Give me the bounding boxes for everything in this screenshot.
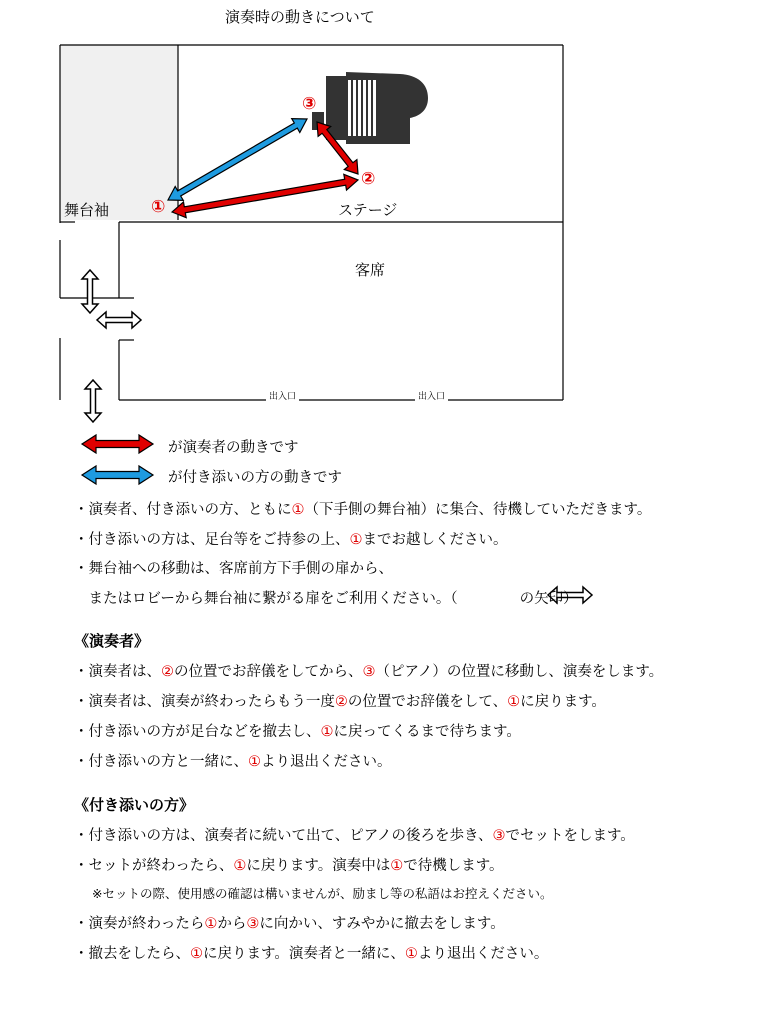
marker-ref: ① bbox=[291, 502, 305, 518]
marker-ref: ③ bbox=[492, 828, 506, 844]
performer-line-4 bbox=[74, 750, 392, 771]
marker-ref: ② bbox=[334, 694, 348, 710]
text: ・演奏が終わったら bbox=[74, 916, 205, 932]
assistant-line-4 bbox=[74, 942, 548, 963]
marker-ref: ① bbox=[404, 946, 418, 962]
exit-label-1: 出入口 bbox=[266, 389, 299, 402]
text: （ピアノ）の位置に移動し、演奏をします。 bbox=[375, 664, 664, 680]
legend-performer: が演奏者の動きです bbox=[168, 440, 299, 456]
marker-ref: ② bbox=[161, 664, 174, 680]
assistant-line-3 bbox=[74, 912, 505, 933]
general-line-2 bbox=[74, 528, 508, 549]
marker-ref: ① bbox=[320, 724, 334, 740]
marker-ref: ① bbox=[349, 532, 363, 548]
marker-ref: ① bbox=[507, 694, 521, 710]
audience-label: 客席 bbox=[355, 261, 386, 279]
text: までお越しください。 bbox=[362, 532, 508, 548]
text: に戻ります。演奏中は bbox=[246, 858, 391, 874]
exit-label-2: 出入口 bbox=[415, 389, 448, 402]
marker-2: ② bbox=[361, 169, 376, 189]
text: の位置でお辞儀をしてから、 bbox=[174, 664, 363, 680]
assistant-line-2 bbox=[74, 854, 504, 875]
performer-line-3 bbox=[74, 720, 521, 741]
marker-ref: ① bbox=[248, 754, 261, 770]
text: ・付き添いの方は、演奏者に続いて出て、ピアノの後ろを歩き、 bbox=[74, 828, 493, 844]
performer-line-1 bbox=[74, 660, 663, 681]
door-arrow-vertical-1 bbox=[82, 270, 98, 313]
text: より退出ください。 bbox=[417, 946, 549, 962]
text: （下手側の舞台袖）に集合、待機していただきます。 bbox=[304, 502, 652, 518]
door-arrow-horizontal bbox=[97, 312, 141, 328]
text: で待機します。 bbox=[403, 858, 504, 874]
text: ・付き添いの方は、足台等をご持参の上、 bbox=[74, 532, 350, 548]
assistant-heading: 《付き添いの方》 bbox=[74, 796, 195, 814]
wings-label: 舞台袖 bbox=[64, 201, 110, 219]
door-arrow-vertical-2 bbox=[85, 380, 101, 422]
stage-label: ステージ bbox=[338, 201, 398, 219]
text: ・付き添いの方と一緒に、 bbox=[74, 754, 248, 770]
assistant-path-arrow bbox=[168, 119, 307, 201]
page-title: 演奏時の動きについて bbox=[225, 8, 375, 26]
marker-ref: ① bbox=[390, 858, 404, 874]
text: に戻ります。 bbox=[520, 694, 606, 710]
marker-3: ③ bbox=[302, 94, 317, 114]
text: またはロビーから舞台袖に繋がる扉をご利用ください。（ bbox=[74, 591, 458, 607]
assistant-line-1 bbox=[74, 824, 635, 845]
legend-assistant: が付き添いの方の動きです bbox=[168, 470, 342, 486]
text: から bbox=[217, 916, 247, 932]
marker-1: ① bbox=[151, 197, 166, 217]
text: でセットをします。 bbox=[505, 828, 635, 844]
marker-ref: ① bbox=[204, 916, 218, 932]
text: の矢印） bbox=[519, 591, 578, 607]
text: ・付き添いの方が足台などを撤去し、 bbox=[74, 724, 321, 740]
marker-ref: ① bbox=[233, 858, 247, 874]
marker-ref: ③ bbox=[362, 664, 376, 680]
performer-line-2 bbox=[74, 690, 606, 711]
text: の位置でお辞儀をして、 bbox=[347, 694, 508, 710]
assistant-note: ※セットの際、使用感の確認は構いませんが、励まし等の私語はお控えください。 bbox=[92, 886, 553, 901]
legend-performer-arrow bbox=[82, 435, 153, 453]
text: ・撤去をしたら、 bbox=[74, 946, 190, 962]
text: ・セットが終わったら、 bbox=[74, 858, 234, 874]
text: に戻ります。演奏者と一緒に、 bbox=[203, 946, 405, 962]
general-line-1 bbox=[74, 498, 651, 519]
legend-assistant-arrow bbox=[82, 466, 153, 484]
text: ・演奏者は、演奏が終わったらもう一度 bbox=[74, 694, 335, 710]
marker-ref: ③ bbox=[246, 916, 260, 932]
performer-heading: 《演奏者》 bbox=[74, 632, 150, 650]
text: に戻ってくるまで待ちます。 bbox=[333, 724, 521, 740]
wings-area bbox=[60, 45, 178, 220]
marker-ref: ① bbox=[190, 946, 203, 962]
text: ・演奏者は、 bbox=[74, 664, 161, 680]
general-line-4 bbox=[74, 587, 578, 608]
text: ・演奏者、付き添いの方、ともに bbox=[74, 502, 292, 518]
text: より退出ください。 bbox=[261, 754, 392, 770]
text: に向かい、すみやかに撤去をします。 bbox=[259, 916, 505, 932]
general-line-3: ・舞台袖への移動は、客席前方下手側の扉から、 bbox=[74, 561, 393, 577]
